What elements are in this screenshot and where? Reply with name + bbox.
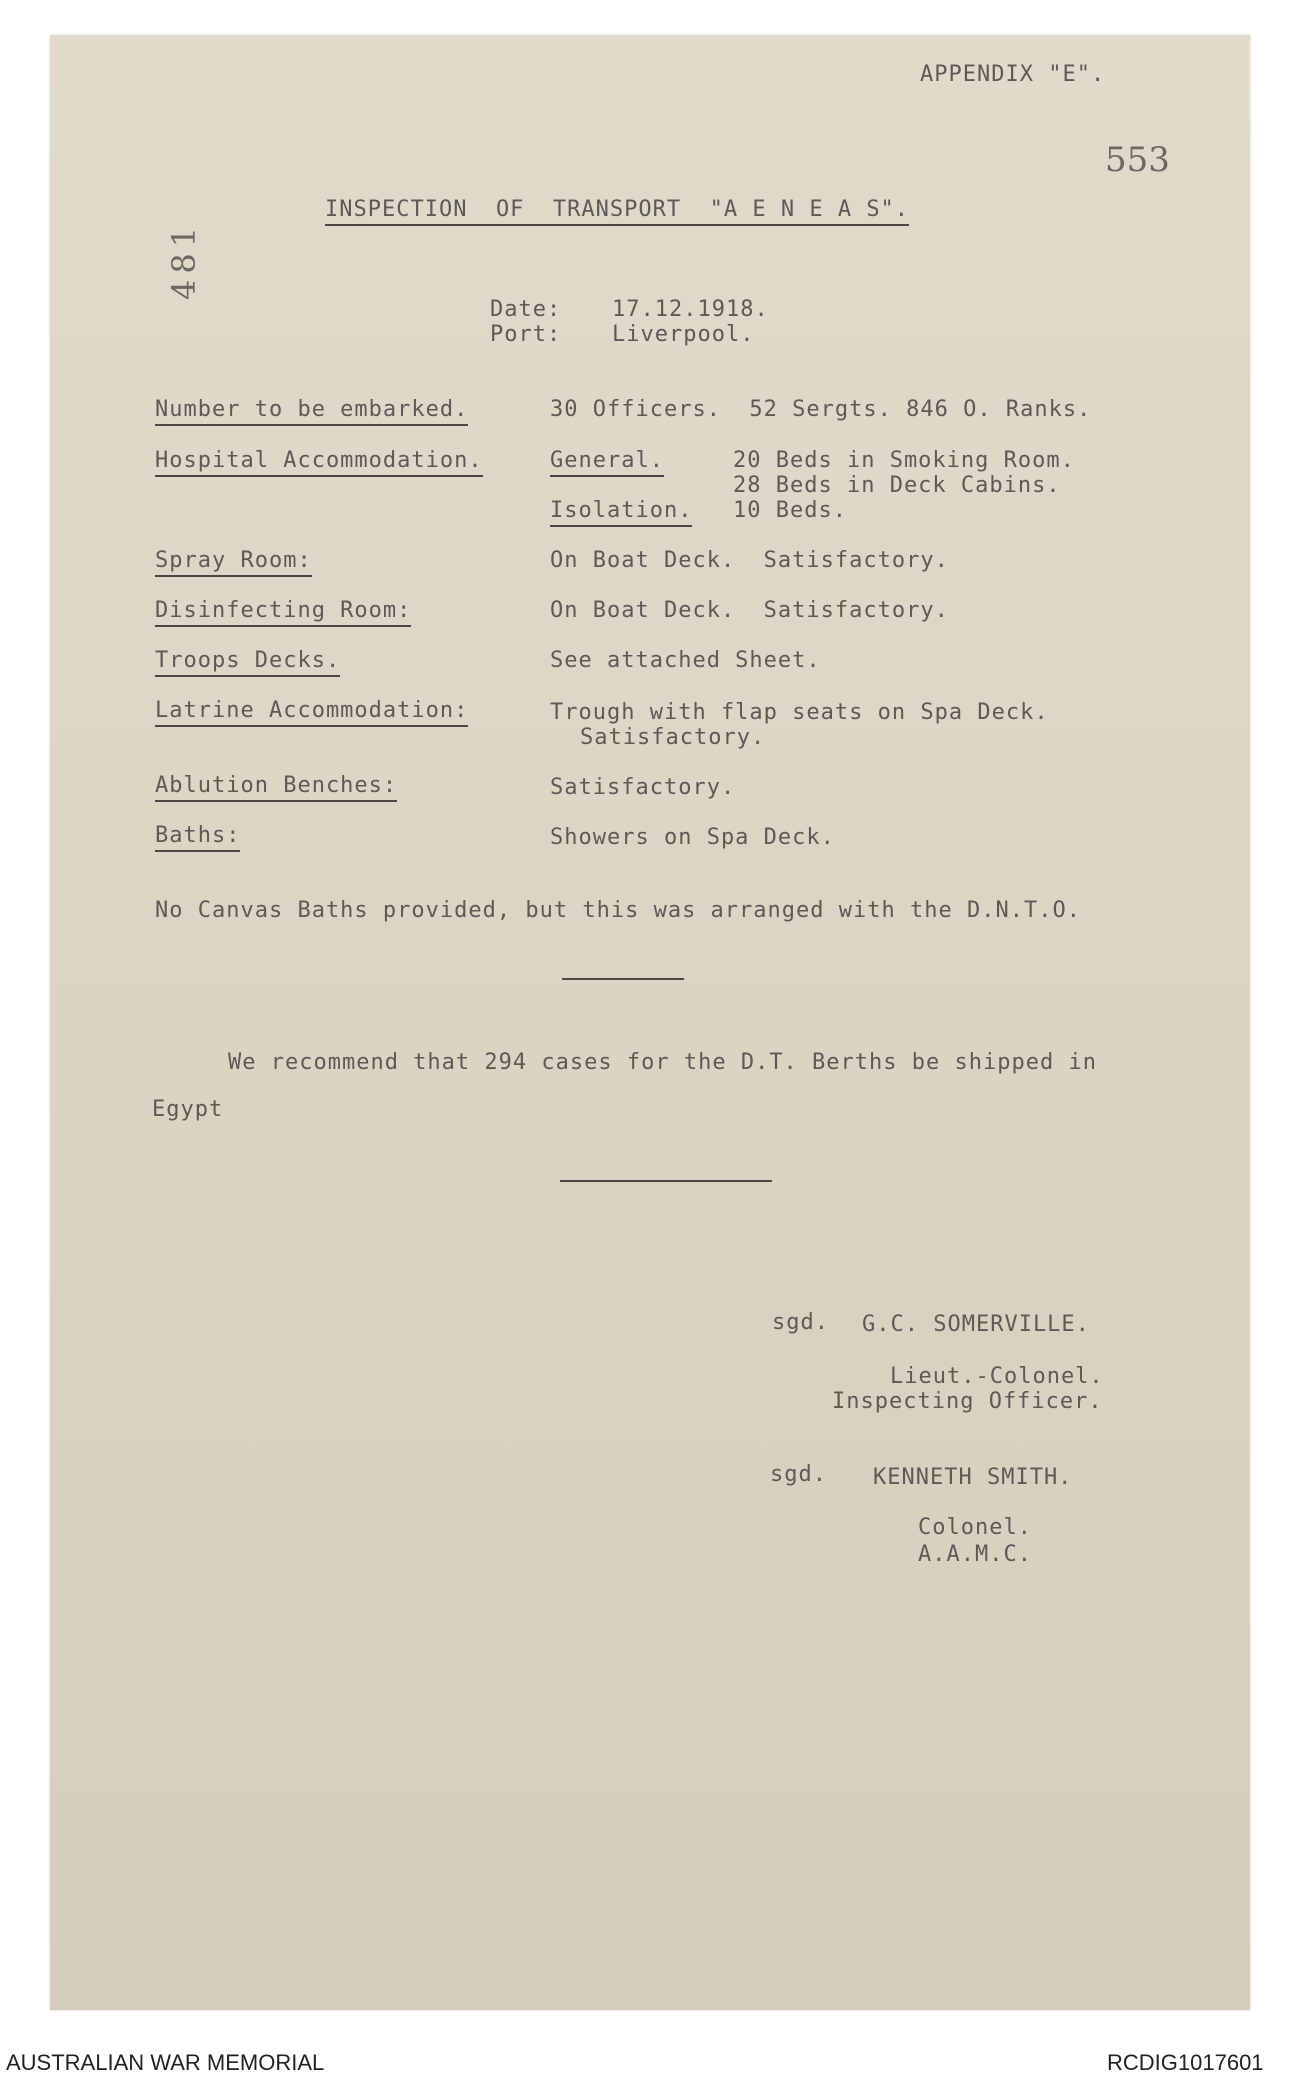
port-label: Port:	[490, 322, 562, 347]
baths-value: Showers on Spa Deck.	[550, 825, 835, 850]
recommendation-line-1: We recommend that 294 cases for the D.T. Berths be shipped in	[228, 1050, 1097, 1075]
signature-2-rank: Colonel.	[918, 1515, 1032, 1540]
hospital-general-line-1: 20 Beds in Smoking Room.	[733, 448, 1075, 473]
divider-2	[560, 1180, 772, 1182]
signature-2-unit: A.A.M.C.	[918, 1542, 1032, 1567]
date-label: Date:	[490, 297, 562, 322]
baths-label: Baths:	[155, 823, 240, 852]
embarked-label: Number to be embarked.	[155, 397, 468, 426]
latrine-value-line-2: Satisfactory.	[580, 725, 766, 750]
disinfecting-room-value: On Boat Deck. Satisfactory.	[550, 598, 949, 623]
spray-room-value: On Boat Deck. Satisfactory.	[550, 548, 949, 573]
spray-room-label: Spray Room:	[155, 548, 312, 577]
signature-2-name: KENNETH SMITH.	[873, 1465, 1073, 1490]
recommendation-line-2: Egypt	[152, 1097, 224, 1122]
divider-1	[562, 978, 684, 980]
latrine-value-line-1: Trough with flap seats on Spa Deck.	[550, 700, 1049, 725]
date-value: 17.12.1918.	[612, 297, 769, 322]
hospital-general-line-2: 28 Beds in Deck Cabins.	[733, 473, 1061, 498]
hospital-isolation-label: Isolation.	[550, 498, 692, 527]
signature-1-role: Inspecting Officer.	[832, 1389, 1103, 1414]
document-title: INSPECTION OF TRANSPORT "A E N E A S".	[325, 197, 909, 226]
signature-2-sgd: sgd.	[770, 1462, 827, 1487]
appendix-label: APPENDIX "E".	[920, 62, 1106, 87]
signature-1-sgd: sgd.	[772, 1310, 829, 1335]
hospital-label: Hospital Accommodation.	[155, 448, 483, 477]
signature-1-rank: Lieut.-Colonel.	[890, 1364, 1104, 1389]
side-number: 481	[165, 220, 203, 300]
ablution-value: Satisfactory.	[550, 775, 736, 800]
disinfecting-room-label: Disinfecting Room:	[155, 598, 411, 627]
troops-decks-value: See attached Sheet.	[550, 648, 821, 673]
troops-decks-label: Troops Decks.	[155, 648, 340, 677]
embarked-value: 30 Officers. 52 Sergts. 846 O. Ranks.	[550, 397, 1092, 422]
signature-1-name: G.C. SOMERVILLE.	[862, 1312, 1090, 1337]
hospital-general-label: General.	[550, 448, 664, 477]
port-value: Liverpool.	[612, 322, 755, 347]
footer-id: RCDIG1017601	[1107, 2050, 1264, 2075]
footer-source: AUSTRALIAN WAR MEMORIAL	[6, 2050, 325, 2075]
page-number: 553	[1105, 140, 1170, 180]
ablution-label: Ablution Benches:	[155, 773, 397, 802]
hospital-isolation-value: 10 Beds.	[733, 498, 847, 523]
latrine-label: Latrine Accommodation:	[155, 698, 468, 727]
canvas-baths-note: No Canvas Baths provided, but this was arranged with the D.N.T.O.	[155, 898, 1081, 923]
